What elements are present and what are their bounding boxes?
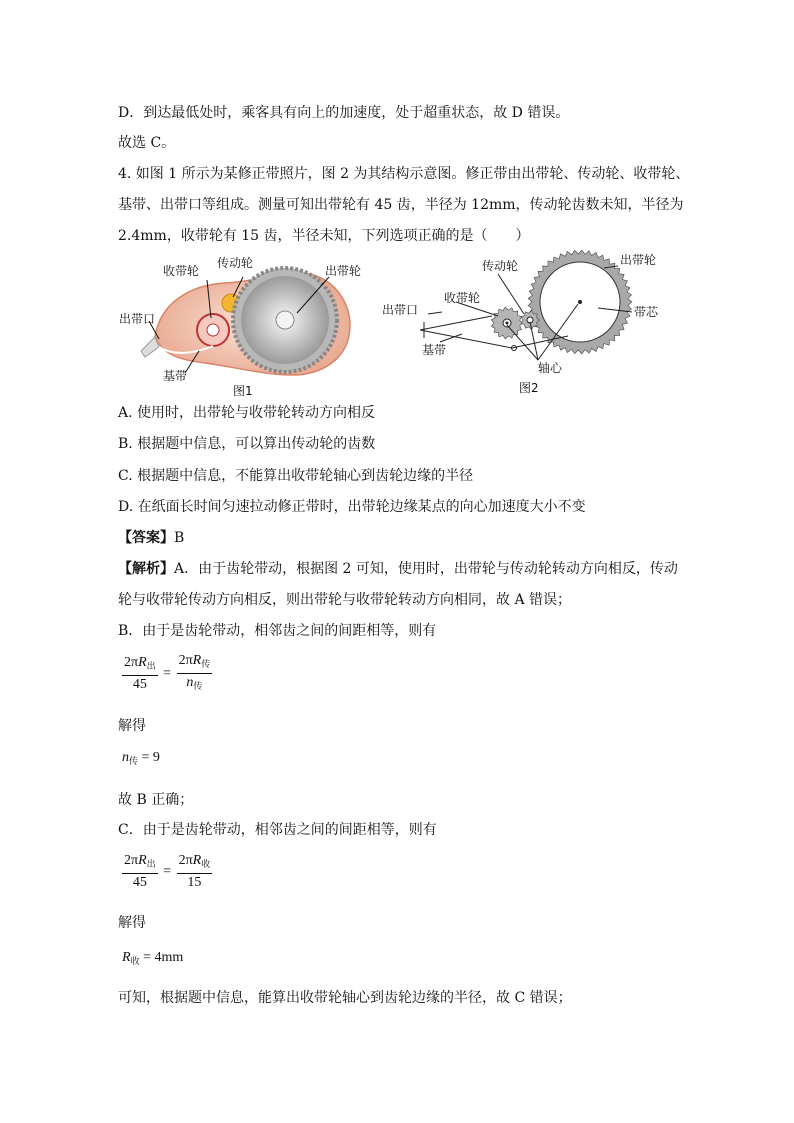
- question-4-line-2: 基带、出带口等组成。测量可知出带轮有 45 齿，半径为 12mm，传动轮齿数未知，半径为: [118, 197, 684, 213]
- base-tape-top: [420, 316, 492, 330]
- fig2-caption: 图2: [519, 381, 539, 395]
- fig2-label-out: 出带轮: [620, 253, 657, 267]
- figure-2-schematic: [382, 250, 687, 400]
- answer-value: B: [174, 530, 185, 546]
- figure-1-photo: [115, 255, 365, 400]
- tape-mouth-shape: [141, 337, 159, 357]
- answer-tag: 【答案】: [118, 530, 174, 546]
- fig1-caption: 图1: [233, 384, 253, 398]
- fig2-label-base: 基带: [422, 343, 447, 357]
- answer-selection: 故选 C。: [118, 135, 176, 151]
- equation-r-result: $R_收 = 4mm$: [122, 950, 184, 966]
- fig2-label-core: 带芯: [634, 305, 659, 319]
- option-d-explanation: D．到达最低处时，乘客具有向上的加速度，处于超重状态，故 D 错误。: [118, 105, 570, 121]
- solve-label-2: 解得: [118, 915, 146, 931]
- answer-line: [118, 528, 184, 548]
- fig2-label-receive: 收带轮: [444, 291, 481, 305]
- fig1-label-out: 出带轮: [325, 264, 362, 278]
- question-4-line-1: 4. 如图 1 所示为某修正带照片，图 2 为其结构示意图。修正带由出带轮、传动轮、收带轮、: [118, 166, 690, 182]
- analysis-line-2: 轮与收带轮传动方向相反，则出带轮与收带轮转动方向相同，故 A 错误；: [118, 592, 572, 608]
- option-d: D. 在纸面长时间匀速拉动修正带时，出带轮边缘某点的向心加速度大小不变: [118, 499, 586, 515]
- fig1-label-base: 基带: [163, 369, 188, 383]
- question-4-line-3: 2.4mm，收带轮有 15 齿，半径未知，下列选项正确的是（ ）: [118, 228, 530, 244]
- c-conclusion: 可知，根据题中信息，能算出收带轮轴心到齿轮边缘的半径，故 C 错误；: [118, 990, 572, 1006]
- b-correct: 故 B 正确；: [118, 792, 194, 808]
- fig2-label-axis: 轴心: [538, 361, 563, 375]
- option-b: B. 根据题中信息，可以算出传动轮的齿数: [118, 436, 376, 452]
- fig1-label-transmission: 传动轮: [217, 256, 254, 270]
- option-a: A. 使用时，出带轮与收带轮转动方向相反: [118, 405, 376, 421]
- fig1-label-receive: 收带轮: [163, 264, 200, 278]
- fig2-label-mouth: 出带口: [382, 303, 419, 317]
- option-c: C. 根据题中信息，不能算出收带轮轴心到齿轮边缘的半径: [118, 468, 474, 484]
- analysis-b-line: B．由于是齿轮带动，相邻齿之间的间距相等，则有: [118, 623, 437, 639]
- fig2-label-transmission: 传动轮: [482, 259, 519, 273]
- analysis-tag: 【解析】: [118, 561, 174, 577]
- fig1-label-mouth: 出带口: [119, 312, 156, 326]
- analysis-line-1: 【解析】A．由于齿轮带动，根据图 2 可知，使用时，出带轮与传动轮转动方向相反，传动: [118, 561, 678, 577]
- equation-1: $\frac{2\pi R_出}{45}$ = $\frac{2\pi R_传}{n_传}$: [124, 653, 211, 692]
- solve-label-1: 解得: [118, 718, 146, 734]
- equation-n-result: $n_传 = 9$: [122, 750, 160, 766]
- analysis-c-line: C．由于是齿轮带动，相邻齿之间的间距相等，则有: [118, 822, 437, 838]
- equation-2: $\frac{2\pi R_出}{45}$ = $\frac{2\pi R_收}{15}$: [124, 853, 211, 890]
